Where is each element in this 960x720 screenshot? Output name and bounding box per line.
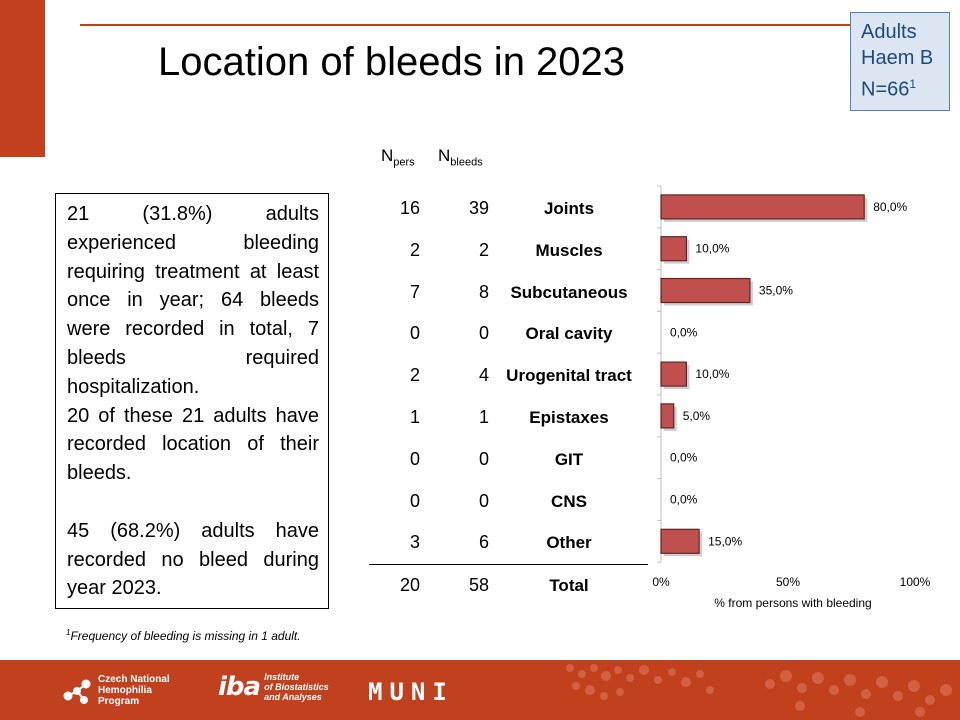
row-nbleeds: 2	[478, 239, 489, 260]
x-tick-label: 0%	[652, 575, 670, 590]
data-label: 15,0%	[708, 534, 743, 549]
row-category: Subcutaneous	[510, 282, 628, 302]
cohort-n: N=66	[861, 78, 910, 101]
decorative-dots	[560, 660, 960, 720]
data-label: 35,0%	[758, 283, 793, 298]
row-npers: 0	[409, 490, 420, 511]
row-npers: 0	[409, 448, 420, 469]
data-label: 10,0%	[695, 241, 730, 256]
bar	[661, 237, 686, 261]
iba-line-1: Institute	[264, 672, 300, 682]
cohort-footnote-mark: 1	[909, 77, 917, 91]
row-nbleeds: 1	[478, 407, 489, 427]
cnhp-logo	[62, 674, 170, 707]
summary-box	[55, 193, 329, 609]
row-category: Joints	[543, 199, 595, 218]
bar	[661, 404, 674, 428]
row-npers: 2	[409, 239, 420, 260]
title-rule	[80, 24, 950, 26]
muni-logo: MUNI	[368, 678, 454, 706]
row-nbleeds: 0	[478, 323, 489, 344]
total-nbleeds: 58	[468, 575, 489, 595]
x-tick-label: 100%	[899, 575, 931, 590]
left-accent-bar	[0, 0, 45, 157]
row-category: Other	[546, 533, 592, 553]
bleeds-bar-chart	[640, 180, 960, 620]
row-npers: 3	[409, 532, 420, 553]
bar	[661, 195, 864, 219]
x-tick-label: 50%	[775, 575, 801, 590]
data-label: 10,0%	[695, 367, 730, 382]
nbleeds-header-sub: bleeds	[450, 156, 483, 169]
cohort-line-2: Haem B	[861, 47, 934, 69]
row-category: Oral cavity	[525, 324, 613, 344]
row-npers: 16	[399, 198, 420, 218]
data-label: 0,0%	[670, 492, 698, 507]
network-icon	[62, 676, 92, 706]
cohort-line-1: Adults	[861, 21, 917, 43]
nbleeds-header-main: N	[438, 146, 451, 165]
row-nbleeds: 4	[478, 365, 489, 386]
row-category: GIT	[554, 449, 584, 469]
npers-column-header	[381, 146, 415, 168]
row-nbleeds: 8	[478, 281, 489, 302]
cnhp-line-2: Hemophilia	[98, 685, 152, 696]
row-npers: 1	[409, 407, 420, 427]
cnhp-line-1: Czech National	[98, 674, 170, 685]
row-nbleeds: 0	[478, 448, 489, 469]
iba-mark: iba	[218, 672, 261, 702]
footer-band	[0, 660, 960, 720]
iba-line-2: of Biostatistics	[264, 682, 329, 692]
slide-title: Location of bleeds in 2023	[158, 40, 626, 84]
summary-paragraph-2: 20 of these 21 adults have recorded location of their bleeds.	[67, 404, 319, 485]
row-category: Epistaxes	[529, 408, 609, 427]
x-axis-title: % from persons with bleeding	[714, 596, 872, 611]
row-npers: 7	[409, 281, 420, 302]
row-nbleeds: 0	[478, 490, 489, 511]
npers-header-main: N	[381, 146, 394, 165]
bar	[661, 362, 686, 386]
data-label: 5,0%	[682, 408, 711, 423]
footnote-mark: 1	[66, 628, 71, 637]
cnhp-line-3: Program	[98, 696, 140, 707]
summary-spacer	[67, 488, 319, 517]
data-label: 0,0%	[670, 325, 698, 340]
row-npers: 0	[409, 323, 420, 344]
footnote	[66, 628, 301, 643]
npers-header-sub: pers	[393, 156, 415, 169]
cohort-box	[850, 12, 950, 111]
bar	[661, 279, 750, 303]
total-row	[370, 565, 670, 605]
data-label: 80,0%	[873, 199, 908, 214]
row-npers: 2	[409, 365, 420, 386]
row-nbleeds: 6	[478, 532, 489, 553]
iba-line-3: and Analyses	[264, 692, 322, 702]
bar	[661, 529, 699, 553]
nbleeds-column-header	[438, 146, 483, 168]
row-category: Muscles	[535, 240, 603, 260]
footnote-text: Frequency of bleeding is missing in 1 adult.	[70, 629, 301, 643]
total-label: Total	[549, 576, 589, 595]
row-category: Urogenital tract	[506, 366, 632, 386]
cohort-line-3	[861, 71, 949, 103]
total-npers: 20	[399, 575, 420, 595]
iba-logo	[218, 672, 329, 702]
row-nbleeds: 39	[468, 198, 489, 218]
summary-paragraph-1: 21 (31.8%) adults experienced bleeding requiring treatment at least once in year; 64 bleeds were recorded in total, 7 bleeds required hospitalization.	[67, 203, 319, 398]
data-label: 0,0%	[670, 450, 698, 465]
summary-paragraph-3: 45 (68.2%) adults have recorded no bleed during year 2023.	[67, 519, 319, 600]
row-category: CNS	[551, 491, 587, 511]
